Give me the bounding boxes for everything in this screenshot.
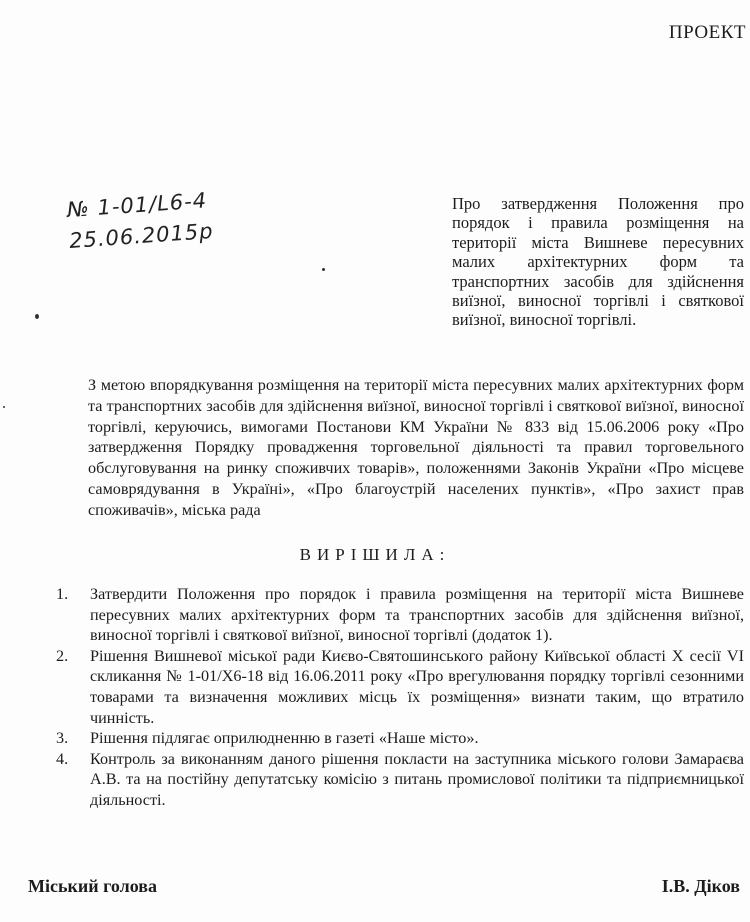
decision-heading: ВИРІШИЛА: [299, 545, 451, 564]
handwritten-number: № 1-01/L6-4 [66, 188, 208, 223]
decision-items [48, 584, 744, 811]
list-item [48, 749, 744, 811]
list-item [48, 584, 744, 646]
item-number: 3. [56, 729, 69, 748]
item-text: Контроль за виконанням даного рішення покласти на заступника міського голови Замараєва А.В. та на постійну депутатську комісію з питань промислової політики та підприємницької діяльності. [90, 749, 744, 809]
draft-stamp: ПРОЕКТ [668, 22, 746, 43]
signature-block [28, 876, 740, 897]
signatory-role: Міський голова [28, 876, 157, 896]
item-number: 1. [56, 585, 69, 603]
preamble [88, 375, 744, 521]
scan-speck [35, 314, 39, 319]
signatory-name: І.В. Діков [661, 876, 740, 896]
item-number: 2. [56, 646, 69, 665]
scan-speck [322, 268, 325, 271]
decision-title: Про затвердження Положення про порядок і правила розміщення на території міста Вишневе пересувних малих архітектурних форм та транспортних засобів для здійснення виїзної, виносної торгівлі і святкової виїзної, виносної торгівлі. [452, 194, 744, 330]
scan-speck [3, 406, 5, 408]
item-number: 4. [56, 749, 69, 768]
handwritten-registration [66, 185, 215, 257]
item-text: Затвердити Положення про порядок і правила розміщення на території міста Вишневе пересувних малих архітектурних форм та транспортних засобів для здійснення виїзної, виносної торгівлі і святкової виїзної, виносної торгівлі (додаток 1). [90, 585, 744, 645]
list-item [48, 728, 744, 749]
item-text: Рішення підлягає оприлюдненню в газеті «Наше місто». [90, 729, 479, 748]
list-item [48, 646, 744, 728]
item-text: Рішення Вишневої міської ради Києво-Святошинського району Київської області Х сесії VI скликання № 1-01/Х6-18 від 16.06.2011 року «Про врегулювання порядку торгівлі сезонними товарами та визначення можливих місць їх розміщення» визнати таким, що втратило чинність. [90, 646, 744, 727]
handwritten-date: 25.06.2015р [68, 218, 215, 253]
preamble-text: З метою впорядкування розміщення на території міста пересувних малих архітектурних форм та транспортних засобів для здійснення виїзної, виносної торгівлі і святкової виїзної, виносної торгівлі, керуючись, вимогами Постанови КМ України № 833 від 15.06.2006 року «Про затвердження Порядку провадження торговельної діяльності та правил торговельного обслуговування на ринку споживчих товарів», положеннями Законів України «Про місцеве самоврядування в Україні», «Про благоустрій населених пунктів», «Про захист прав споживачів», міська рада [88, 376, 744, 519]
